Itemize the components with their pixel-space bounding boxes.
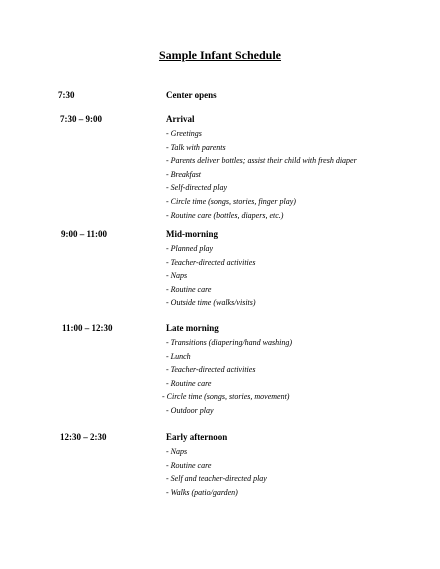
activity-item: - Circle time (songs, stories, finger play) xyxy=(166,196,296,206)
activity-item: - Walks (patio/garden) xyxy=(166,487,238,497)
activity-item: - Routine care (bottles, diapers, etc.) xyxy=(166,210,284,220)
activity-item: - Routine care xyxy=(166,284,212,294)
activity-item: - Parents deliver bottles; assist their child with fresh diaper xyxy=(166,156,357,166)
activity-item: - Routine care xyxy=(166,460,212,470)
activity-item: - Lunch xyxy=(166,351,191,361)
activity-item: - Naps xyxy=(166,271,188,281)
activity-item: - Breakfast xyxy=(166,169,202,179)
block-title: Mid-morning xyxy=(166,229,219,239)
block-title: Late morning xyxy=(166,323,219,333)
activity-item: - Outdoor play xyxy=(166,405,214,415)
center-opens-label: Center opens xyxy=(166,90,217,100)
activity-item: - Teacher-directed activities xyxy=(166,365,256,375)
activity-list xyxy=(162,336,293,418)
center-opens-time: 7:30 xyxy=(58,90,75,100)
center-opens-row xyxy=(0,90,440,104)
activity-item: - Self and teacher-directed play xyxy=(166,474,267,484)
activity-item: - Circle time (songs, stories, movement) xyxy=(162,392,290,402)
page-title: Sample Infant Schedule xyxy=(158,48,282,62)
activity-list xyxy=(166,242,256,310)
activity-item: - Planned play xyxy=(166,244,214,253)
block-time: 11:00 – 12:30 xyxy=(62,323,113,333)
block-title: Arrival xyxy=(166,114,195,124)
activity-item: - Greetings xyxy=(166,129,202,138)
activity-item: - Outside time (walks/visits) xyxy=(166,298,256,308)
block-time: 7:30 – 9:00 xyxy=(60,114,102,124)
activity-item: - Talk with parents xyxy=(166,142,226,152)
activity-item: - Teacher-directed activities xyxy=(166,257,256,267)
activity-item: - Self-directed play xyxy=(166,183,228,193)
activity-item: - Transitions (diapering/hand washing) xyxy=(166,338,293,347)
block-time: 9:00 – 11:00 xyxy=(61,229,107,239)
activity-list xyxy=(166,445,267,499)
activity-item: - Routine care xyxy=(166,378,212,388)
activity-item: - Naps xyxy=(166,447,188,456)
block-time: 12:30 – 2:30 xyxy=(60,432,107,442)
activity-list xyxy=(166,127,357,222)
block-title: Early afternoon xyxy=(166,432,228,442)
